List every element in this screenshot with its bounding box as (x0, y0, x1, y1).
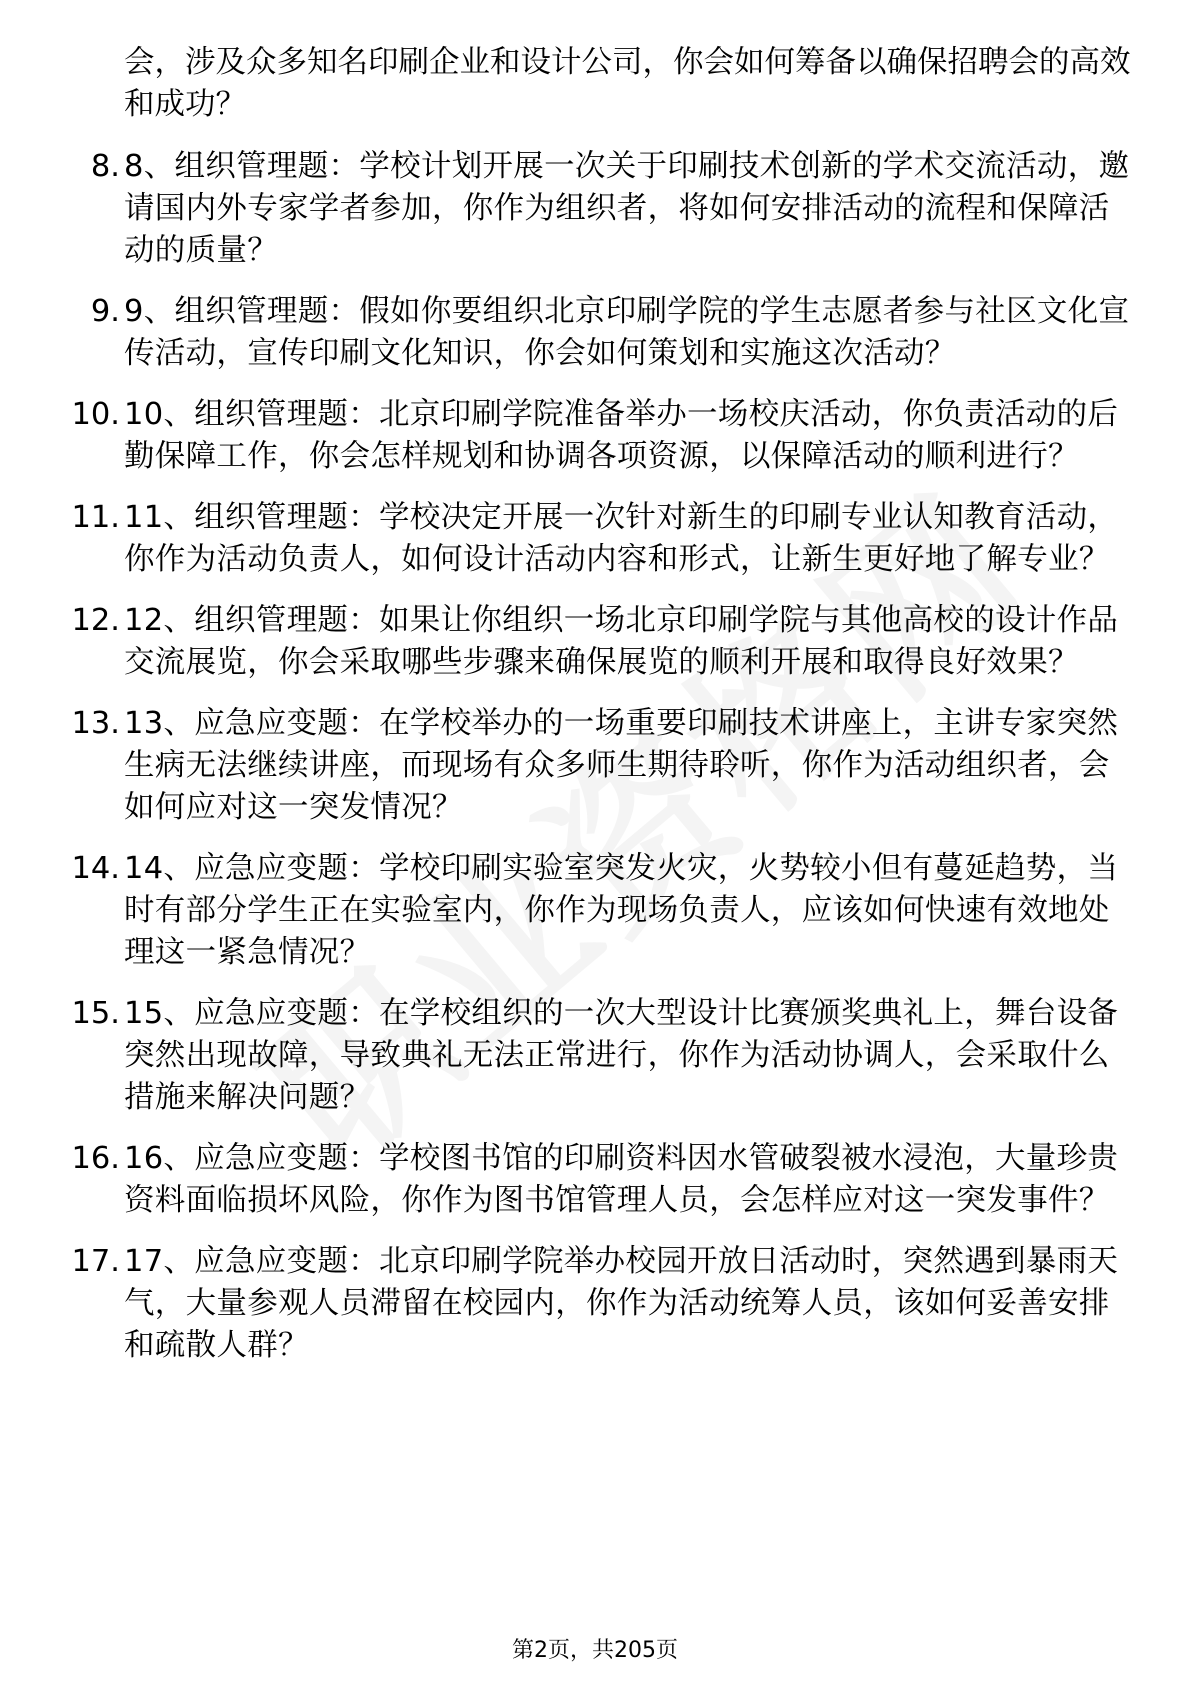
item-text: 15、应急应变题：在学校组织的一次大型设计比赛颁奖典礼上，舞台设备突然出现故障，导致典礼无法正常进行，你作为活动协调人，会采取什么措施来解决问题？ (124, 996, 1119, 1115)
item-number: 13. (71, 706, 120, 741)
item-number: 8. (90, 149, 120, 184)
item-text: 17、应急应变题：北京印刷学院举办校园开放日活动时，突然遇到暴雨天气，大量参观人员滞留在校园内，你作为活动统筹人员，该如何妥善安排和疏散人群？ (124, 1244, 1119, 1363)
item-text: 14、应急应变题：学校印刷实验室突发火灾，火势较小但有蔓延趋势，当时有部分学生正在实验室内，你作为现场负责人，应该如何快速有效地处理这一紧急情况？ (124, 851, 1119, 970)
item-number: 17. (71, 1244, 120, 1279)
list-item (60, 394, 1140, 478)
list-item (60, 1241, 1140, 1367)
item-number: 9. (90, 294, 120, 329)
list-item (60, 497, 1140, 581)
list-item (60, 848, 1140, 974)
list-item (60, 146, 1140, 272)
item-text: 11、组织管理题：学校决定开展一次针对新生的印刷专业认知教育活动，你作为活动负责人，如何设计活动内容和形式，让新生更好地了解专业？ (124, 500, 1119, 577)
item-number: 14. (71, 851, 120, 886)
list-item (60, 291, 1140, 375)
item-number: 10. (71, 397, 120, 432)
question-list (60, 42, 1140, 1386)
item-text: 8、组织管理题：学校计划开展一次关于印刷技术创新的学术交流活动，邀请国内外专家学者参加，你作为组织者，将如何安排活动的流程和保障活动的质量？ (124, 149, 1130, 268)
item-text: 10、组织管理题：北京印刷学院准备举办一场校庆活动，你负责活动的后勤保障工作，你会怎样规划和协调各项资源，以保障活动的顺利进行？ (124, 397, 1119, 474)
item-text: 12、组织管理题：如果让你组织一场北京印刷学院与其他高校的设计作品交流展览，你会采取哪些步骤来确保展览的顺利开展和取得良好效果？ (124, 603, 1119, 680)
item-text: 9、组织管理题：假如你要组织北京印刷学院的学生志愿者参与社区文化宣传活动，宣传印刷文化知识，你会如何策划和实施这次活动？ (124, 294, 1130, 371)
list-item (60, 1138, 1140, 1222)
item-text: 16、应急应变题：学校图书馆的印刷资料因水管破裂被水浸泡，大量珍贵资料面临损坏风险，你作为图书馆管理人员，会怎样应对这一突发事件？ (124, 1141, 1119, 1218)
continuation-text: 会，涉及众多知名印刷企业和设计公司，你会如何筹备以确保招聘会的高效和成功？ (124, 45, 1131, 122)
list-item (60, 703, 1140, 829)
item-number: 11. (71, 500, 120, 535)
list-item (60, 993, 1140, 1119)
page-number-footer: 第2页，共205页 (512, 1638, 678, 1663)
item-number: 12. (71, 603, 120, 638)
item-number: 16. (71, 1141, 120, 1176)
list-item (60, 600, 1140, 684)
item-number: 15. (71, 996, 120, 1031)
item-text: 13、应急应变题：在学校举办的一场重要印刷技术讲座上，主讲专家突然生病无法继续讲座，而现场有众多师生期待聆听，你作为活动组织者，会如何应对这一突发情况？ (124, 706, 1119, 825)
